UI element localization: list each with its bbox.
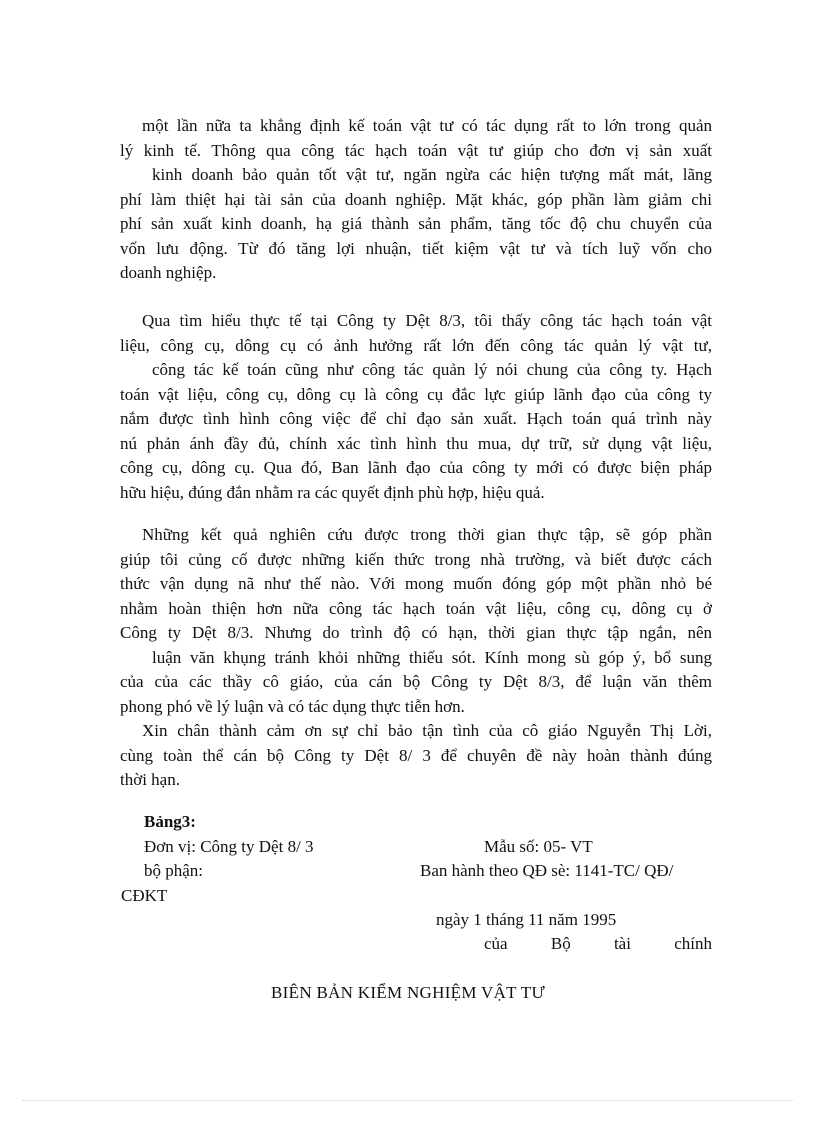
text-line: giúp tôi củng cố được những kiến thức trong nhà trường, và biết được cách — [120, 549, 712, 569]
text-line: của của các thầy cô giáo, của cán bộ Công ty Dệt 8/3, để luận văn thêm — [120, 672, 712, 691]
text-line: một lần nữa ta khẳng định kế toán vật tư có tác dụng rất to lớn trong quản — [142, 116, 712, 135]
text-line: doanh nghiệp. — [120, 263, 217, 282]
department-field: bộ phận: — [144, 861, 204, 880]
text-line: lý kinh tế. Thông qua công tác hạch toán vật tư giúp cho đơn vị sản xuất — [120, 140, 712, 160]
table-label: Bảng3: — [144, 812, 196, 831]
text-line: công tác kế toán cũng như công tác quản lý nói chung của công ty. Hạch — [152, 360, 712, 379]
text-line: phong phó về lý luận và có tác dụng thực tiễn hơn. — [120, 696, 465, 716]
text-line: nắm được tình hình công việc để chỉ đạo sản xuất. Hạch toán quá trình này — [120, 409, 712, 428]
ministry-line: của Bộ tài chính — [484, 934, 712, 953]
text-line: Công ty Dệt 8/3. Nhưng do trình độ có hạn, thời gian thực tập ngắn, nên — [120, 623, 712, 642]
paragraph-1 — [120, 114, 712, 286]
text-line: cùng toàn thể cán bộ Công ty Dệt 8/ 3 để chuyên đề này hoàn thành đúng — [120, 745, 712, 765]
decision-suffix: CĐKT — [121, 886, 168, 905]
text-line: Xin chân thành cảm ơn sự chỉ bảo tận tình của cô giáo Nguyễn Thị Lời, — [142, 721, 712, 740]
text-line: nhằm hoàn thiện hơn nữa công tác hạch toán vật liệu, công cụ, dông cụ ở — [120, 598, 712, 618]
issued-by-decision: Ban hành theo QĐ sè: 1141-TC/ QĐ/ — [420, 861, 674, 880]
text-line: liệu, công cụ, dông cụ có ảnh hưởng rất lớn đến công tác quản lý vật tư, — [120, 335, 712, 355]
text-line: công cụ, dông cụ. Qua đó, Ban lãnh đạo của công ty mới có được biện pháp — [120, 458, 712, 477]
text-line: hữu hiệu, đúng đắn nhằm ra các quyết định phù hợp, hiệu quả. — [120, 482, 545, 502]
paragraph-2 — [120, 309, 712, 505]
text-line: phí làm thiệt hại tài sản của doanh nghiệp. Mặt khác, góp phần làm giảm chi — [120, 189, 712, 209]
text-line: thời hạn. — [120, 770, 180, 789]
page-bottom-divider — [22, 1100, 794, 1101]
page-title: BIÊN BẢN KIỂM NGHIỆM VẬT TƯ — [271, 983, 545, 1002]
issue-date: ngày 1 tháng 11 năm 1995 — [436, 910, 617, 929]
text-line: kinh doanh bảo quản tốt vật tư, ngăn ngừa các hiện tượng mất mát, lãng — [152, 165, 712, 184]
text-line: phí sản xuất kinh doanh, hạ giá thành sản phẩm, tăng tốc độ chu chuyển của — [120, 214, 712, 233]
unit-field: Đơn vị: Công ty Dệt 8/ 3 — [144, 837, 314, 856]
form-number: Mẫu số: 05- VT — [484, 837, 593, 856]
text-line: thức vận dụng nã như thế nào. Với mong muốn đóng góp một phần nhỏ bé — [120, 574, 712, 593]
text-line: toán vật liệu, công cụ, dông cụ là công cụ đắc lực giúp lãnh đạo của công ty — [120, 384, 712, 404]
text-line: vốn lưu động. Từ đó tăng lợi nhuận, tiết kiệm vật tư và tích luỹ vốn cho — [120, 238, 712, 258]
paragraph-3 — [120, 523, 712, 793]
text-line: luận văn khụng tránh khỏi những thiếu sót. Kính mong sù góp ý, bổ sung — [152, 647, 712, 667]
text-line: Những kết quả nghiên cứu được trong thời gian thực tập, sẽ góp phần — [142, 525, 712, 544]
text-line: Qua tìm hiểu thực tế tại Công ty Dệt 8/3, tôi thấy công tác hạch toán vật — [142, 311, 712, 330]
text-line: nú phản ánh đầy đủ, chính xác tình hình thu mua, dự trữ, sử dụng vật liệu, — [120, 433, 712, 453]
